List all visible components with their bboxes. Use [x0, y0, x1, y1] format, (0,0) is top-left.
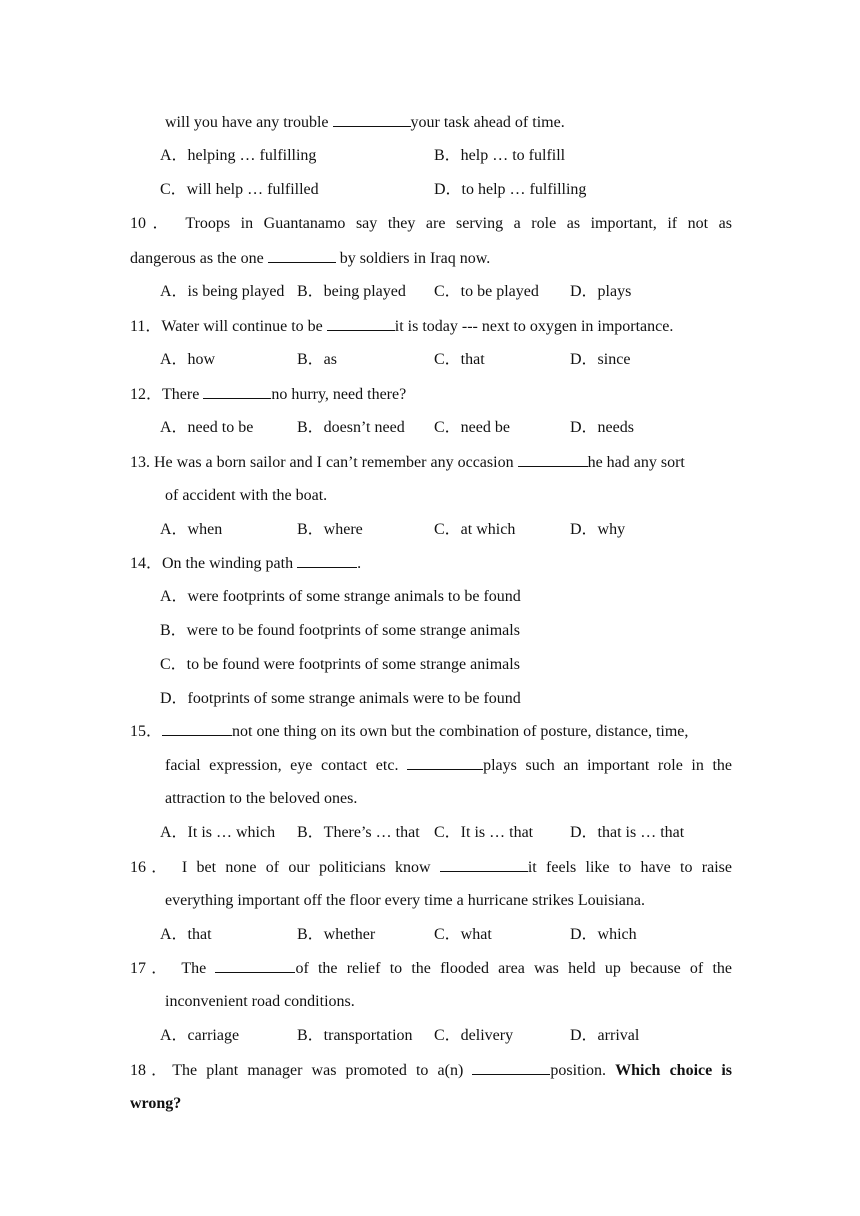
q17-option-c: C．delivery	[434, 1027, 514, 1044]
q18-instruction: Which choice is	[615, 1062, 733, 1079]
q15-line-3: attraction to the beloved ones.	[165, 790, 358, 807]
q14-option-c: C．to be found were footprints of some strange animals	[160, 656, 520, 673]
answer-blank	[297, 553, 357, 568]
q12-option-c: C．need be	[434, 419, 510, 436]
q14-line: 14．On the winding path .	[130, 555, 362, 572]
q16-line-2: everything important off the floor every time a hurricane strikes Louisiana.	[165, 892, 645, 909]
q12-line: 12．There no hurry, need there?	[130, 386, 407, 403]
answer-blank	[203, 384, 271, 399]
q10-line-2: dangerous as the one by soldiers in Iraq now.	[130, 250, 491, 267]
q15-line-1: 15． not one thing on its own but the combination of posture, distance, time,	[130, 723, 689, 740]
q18-line-2: wrong?	[130, 1095, 182, 1112]
q16-option-b: B．whether	[297, 926, 376, 943]
q13-line-2: of accident with the boat.	[165, 487, 328, 504]
q12-option-b: B．doesn’t need	[297, 419, 405, 436]
q17-option-b: B．transportation	[297, 1027, 413, 1044]
q14-option-d: D．footprints of some strange animals were to be found	[160, 690, 521, 707]
q10-option-a: A．is being played	[160, 283, 285, 300]
answer-blank	[440, 857, 528, 872]
q13-option-b: B．where	[297, 521, 363, 538]
q15-option-b: B．There’s … that	[297, 824, 420, 841]
q15-option-a: A．It is … which	[160, 824, 276, 841]
q13-option-c: C．at which	[434, 521, 516, 538]
q9-line: will you have any trouble your task ahead of time.	[165, 114, 565, 131]
q13-line-1: 13. He was a born sailor and I can’t remember any occasion he had any sort	[130, 454, 685, 471]
q17-line-2: inconvenient road conditions.	[165, 993, 355, 1010]
q11-option-a: A．how	[160, 351, 216, 368]
q10-line-1: 10． Troops in Guantanamo say they are serving a role as important, if not as	[130, 215, 732, 232]
q16-option-c: C．what	[434, 926, 492, 943]
q15-option-d: D．that is … that	[570, 824, 685, 841]
q11-line: 11．Water will continue to be it is today --- next to oxygen in importance.	[130, 318, 674, 335]
q17-option-a: A．carriage	[160, 1027, 240, 1044]
q17-option-d: D．arrival	[570, 1027, 640, 1044]
q16-option-d: D．which	[570, 926, 637, 943]
q15-line-2: facial expression, eye contact etc. plays such an important role in the	[165, 757, 733, 774]
q12-option-a: A．need to be	[160, 419, 254, 436]
answer-blank	[333, 112, 411, 127]
q14-option-b: B．were to be found footprints of some strange animals	[160, 622, 520, 639]
q17-line-1: 17． The of the relief to the flooded area was held up because of the	[130, 960, 733, 977]
q15-option-c: C．It is … that	[434, 824, 534, 841]
q16-option-a: A．that	[160, 926, 212, 943]
q14-option-a: A．were footprints of some strange animals to be found	[160, 588, 521, 605]
q10-option-c: C．to be played	[434, 283, 539, 300]
answer-blank	[215, 958, 295, 973]
q9-option-c: C．will help … fulfilled	[160, 181, 319, 198]
answer-blank	[518, 452, 588, 467]
q11-option-d: D．since	[570, 351, 631, 368]
q11-option-c: C．that	[434, 351, 485, 368]
answer-blank	[162, 721, 232, 736]
answer-blank	[472, 1060, 550, 1075]
q12-option-d: D．needs	[570, 419, 634, 436]
q11-option-b: B．as	[297, 351, 338, 368]
q16-line-1: 16． I bet none of our politicians know it feels like to have to raise	[130, 859, 732, 876]
q18-line-1: 18．The plant manager was promoted to a(n) position. Which choice is	[130, 1062, 733, 1079]
q13-option-d: D．why	[570, 521, 626, 538]
q10-option-b: B．being played	[297, 283, 406, 300]
answer-blank	[268, 248, 336, 263]
q9-option-d: D．to help … fulfilling	[434, 181, 587, 198]
q9-option-b: B．help … to fulfill	[434, 147, 566, 164]
q10-option-d: D．plays	[570, 283, 632, 300]
q9-option-a: A．helping … fulfilling	[160, 147, 317, 164]
answer-blank	[327, 316, 395, 331]
answer-blank	[407, 755, 483, 770]
q13-option-a: A．when	[160, 521, 223, 538]
